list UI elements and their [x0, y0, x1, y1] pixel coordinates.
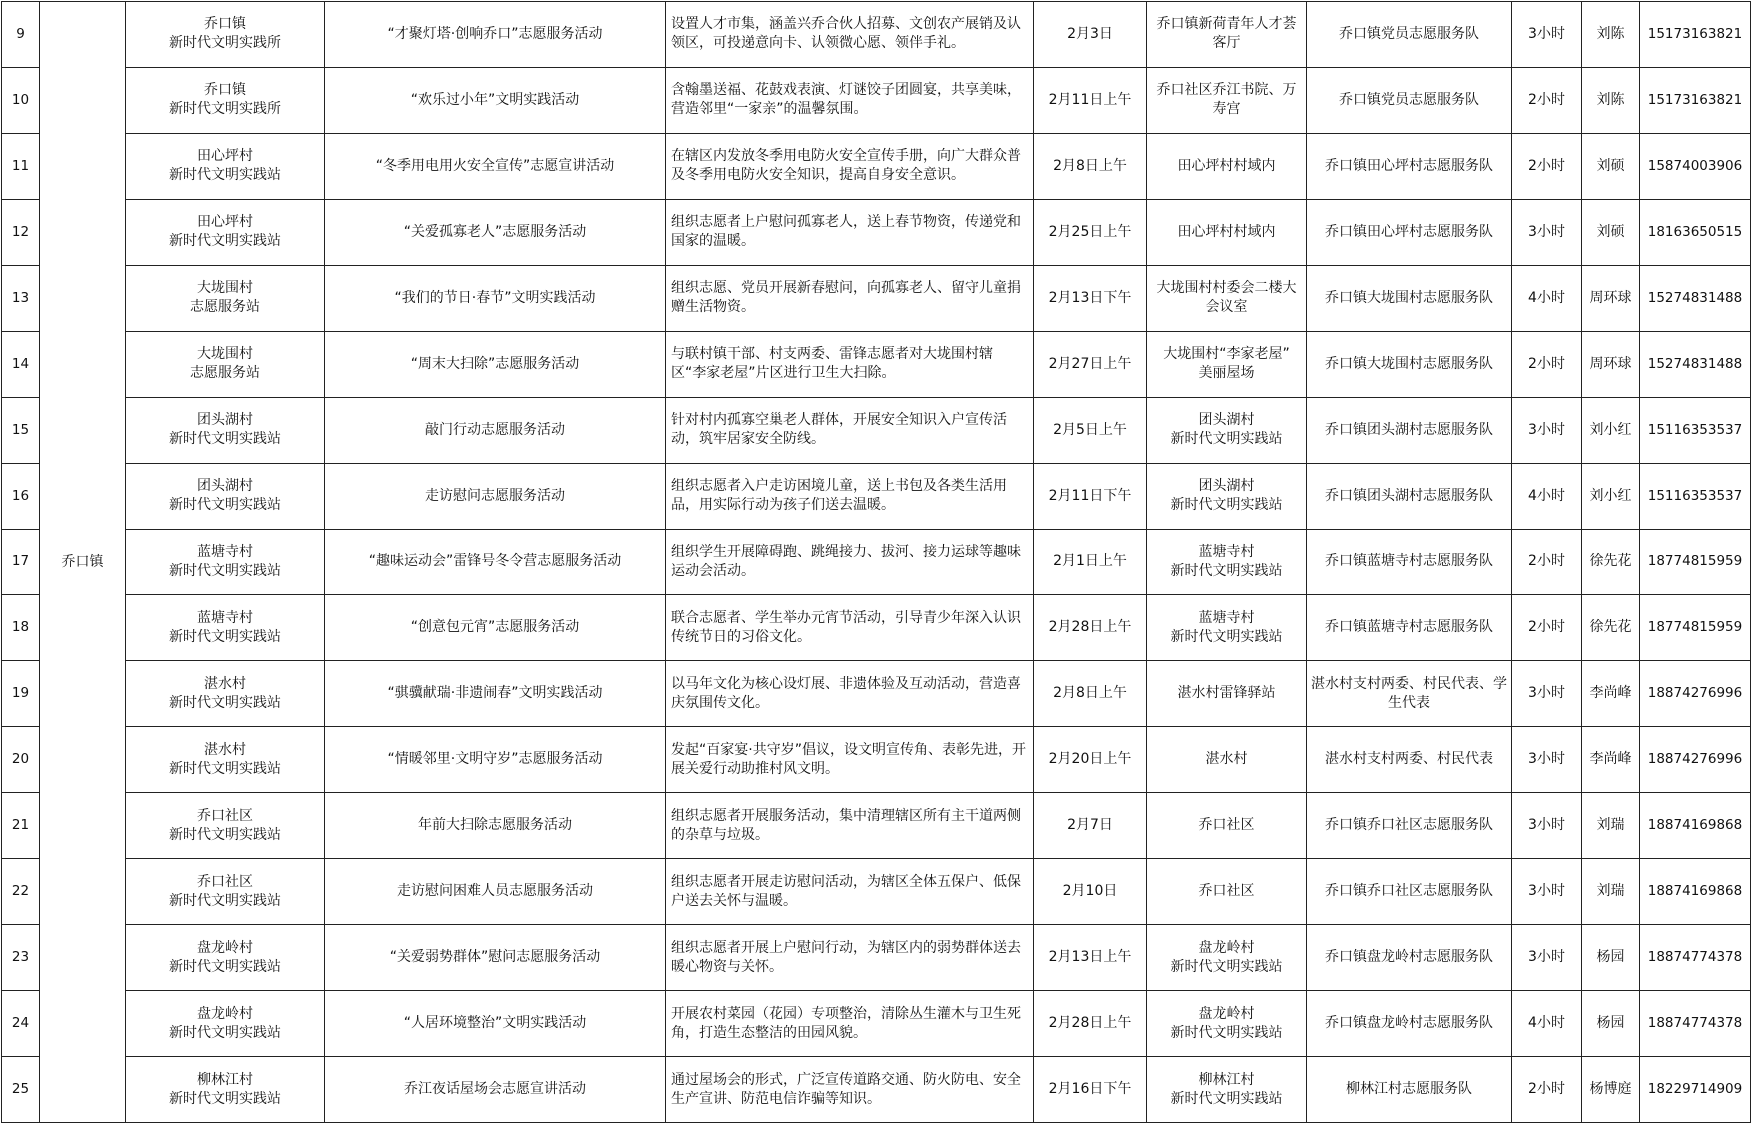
activity-content-cell: 针对村内孤寡空巢老人群体，开展安全知识入户宣传活动，筑牢居家安全防线。 [666, 397, 1034, 463]
activity-name-cell: 走访慰问志愿服务活动 [325, 463, 666, 529]
table-row [2, 727, 1751, 793]
phone-cell: 18874774378 [1640, 991, 1751, 1057]
activity-place-line: 乔口社区 [1198, 817, 1255, 834]
organizer-unit-line: 乔口社区 [197, 873, 253, 890]
volunteer-team-cell: 乔口镇大垅围村志愿服务队 [1307, 265, 1512, 331]
activity-place-cell [1147, 991, 1307, 1057]
duration-cell: 3小时 [1512, 397, 1582, 463]
activity-schedule-table [1, 1, 1751, 1123]
activity-place-line: 新时代文明实践站 [1170, 1024, 1283, 1041]
activity-place-cell [1147, 727, 1307, 793]
phone-cell: 15173163821 [1640, 67, 1751, 133]
organizer-unit-cell [126, 925, 325, 991]
duration-cell: 3小时 [1512, 793, 1582, 859]
activity-name-cell: “冬季用电用火安全宣传”志愿宣讲活动 [325, 133, 666, 199]
activity-place-line: 乔口镇新荷青年人才荟客厅 [1156, 16, 1297, 52]
town-cell: 乔口镇 [40, 2, 126, 1123]
phone-cell: 15874003906 [1640, 133, 1751, 199]
phone-cell: 18163650515 [1640, 199, 1751, 265]
row-number-cell: 20 [2, 727, 40, 793]
activity-name-cell: “周末大扫除”志愿服务活动 [325, 331, 666, 397]
table-body [2, 2, 1751, 1123]
row-number-cell: 11 [2, 133, 40, 199]
activity-place-line: 盘龙岭村 [1198, 1005, 1255, 1022]
activity-place-line: 团头湖村 [1198, 478, 1255, 495]
phone-cell: 18874276996 [1640, 661, 1751, 727]
activity-place-cell [1147, 133, 1307, 199]
organizer-unit-line: 志愿服务站 [190, 365, 260, 382]
organizer-unit-cell [126, 793, 325, 859]
duration-cell: 3小时 [1512, 199, 1582, 265]
activity-content-cell: 联合志愿者、学生举办元宵节活动，引导青少年深入认识传统节日的习俗文化。 [666, 595, 1034, 661]
contact-person-cell: 杨园 [1582, 991, 1640, 1057]
volunteer-team-cell: 乔口镇大垅围村志愿服务队 [1307, 331, 1512, 397]
activity-content-cell: 在辖区内发放冬季用电防火安全宣传手册，向广大群众普及冬季用电防火安全知识，提高自身安全意识。 [666, 133, 1034, 199]
volunteer-team-cell: 湛水村支村两委、村民代表 [1307, 727, 1512, 793]
row-number-cell: 10 [2, 67, 40, 133]
duration-cell: 3小时 [1512, 661, 1582, 727]
contact-person-cell: 刘硕 [1582, 199, 1640, 265]
contact-person-cell: 刘硕 [1582, 133, 1640, 199]
phone-cell: 18774815959 [1640, 529, 1751, 595]
phone-cell: 18874169868 [1640, 793, 1751, 859]
activity-content-cell: 设置人才市集，涵盖兴乔合伙人招募、文创农产展销及认领区，可投递意向卡、认领微心愿、领伴手礼。 [666, 2, 1034, 68]
activity-name-cell: 敲门行动志愿服务活动 [325, 397, 666, 463]
activity-time-cell: 2月7日 [1034, 793, 1147, 859]
phone-cell: 18874169868 [1640, 859, 1751, 925]
activity-name-cell: “关爱孤寡老人”志愿服务活动 [325, 199, 666, 265]
volunteer-team-cell: 乔口镇盘龙岭村志愿服务队 [1307, 925, 1512, 991]
row-number-cell: 23 [2, 925, 40, 991]
activity-time-cell: 2月5日上午 [1034, 397, 1147, 463]
organizer-unit-cell [126, 331, 325, 397]
phone-cell: 15116353537 [1640, 397, 1751, 463]
volunteer-team-cell: 乔口镇团头湖村志愿服务队 [1307, 397, 1512, 463]
table-row [2, 67, 1751, 133]
activity-time-cell: 2月13日上午 [1034, 925, 1147, 991]
organizer-unit-line: 蓝塘寺村 [197, 543, 253, 560]
organizer-unit-cell [126, 2, 325, 68]
volunteer-team-cell: 乔口镇田心坪村志愿服务队 [1307, 199, 1512, 265]
activity-place-line: 新时代文明实践站 [1170, 958, 1283, 975]
activity-place-cell [1147, 2, 1307, 68]
activity-time-cell: 2月11日上午 [1034, 67, 1147, 133]
activity-place-cell [1147, 661, 1307, 727]
activity-content-cell: 通过屋场会的形式，广泛宣传道路交通、防火防电、安全生产宣讲、防范电信诈骗等知识。 [666, 1057, 1034, 1123]
phone-cell: 18874276996 [1640, 727, 1751, 793]
volunteer-team-cell: 乔口镇党员志愿服务队 [1307, 2, 1512, 68]
activity-place-line: 新时代文明实践站 [1170, 628, 1283, 645]
row-number-cell: 15 [2, 397, 40, 463]
volunteer-team-cell: 乔口镇田心坪村志愿服务队 [1307, 133, 1512, 199]
activity-content-cell: 与联村镇干部、村支两委、雷锋志愿者对大垅围村辖区“李家老屋”片区进行卫生大扫除。 [666, 331, 1034, 397]
contact-person-cell: 周环球 [1582, 331, 1640, 397]
volunteer-team-cell: 乔口镇党员志愿服务队 [1307, 67, 1512, 133]
activity-place-cell [1147, 859, 1307, 925]
table-row [2, 925, 1751, 991]
activity-place-cell [1147, 67, 1307, 133]
duration-cell: 4小时 [1512, 991, 1582, 1057]
organizer-unit-line: 新时代文明实践站 [169, 760, 281, 777]
activity-content-cell: 组织志愿、党员开展新春慰问，向孤寡老人、留守儿童捐赠生活物资。 [666, 265, 1034, 331]
duration-cell: 2小时 [1512, 529, 1582, 595]
phone-cell: 15116353537 [1640, 463, 1751, 529]
contact-person-cell: 刘瑞 [1582, 859, 1640, 925]
activity-time-cell: 2月11日下午 [1034, 463, 1147, 529]
row-number-cell: 16 [2, 463, 40, 529]
row-number-cell: 12 [2, 199, 40, 265]
phone-cell: 15274831488 [1640, 331, 1751, 397]
activity-place-cell [1147, 529, 1307, 595]
organizer-unit-line: 盘龙岭村 [197, 1005, 253, 1022]
organizer-unit-cell [126, 463, 325, 529]
table-row [2, 1057, 1751, 1123]
organizer-unit-cell [126, 199, 325, 265]
activity-place-line: 新时代文明实践站 [1170, 431, 1283, 448]
activity-place-line: 美丽屋场 [1198, 365, 1255, 382]
activity-place-line: 湛水村雷锋驿站 [1177, 685, 1276, 702]
duration-cell: 3小时 [1512, 2, 1582, 68]
activity-place-line: 新时代文明实践站 [1170, 562, 1283, 579]
activity-time-cell: 2月8日上午 [1034, 661, 1147, 727]
row-number-cell: 19 [2, 661, 40, 727]
activity-name-cell: “才聚灯塔·创响乔口”志愿服务活动 [325, 2, 666, 68]
contact-person-cell: 李尚峰 [1582, 727, 1640, 793]
phone-cell: 18874774378 [1640, 925, 1751, 991]
activity-time-cell: 2月13日下午 [1034, 265, 1147, 331]
organizer-unit-line: 柳林江村 [197, 1071, 253, 1088]
duration-cell: 3小时 [1512, 859, 1582, 925]
organizer-unit-line: 新时代文明实践所 [169, 35, 281, 52]
organizer-unit-cell [126, 859, 325, 925]
organizer-unit-cell [126, 133, 325, 199]
organizer-unit-line: 大垅围村 [197, 346, 253, 363]
phone-cell: 15274831488 [1640, 265, 1751, 331]
row-number-cell: 13 [2, 265, 40, 331]
table-row [2, 595, 1751, 661]
organizer-unit-line: 志愿服务站 [190, 299, 260, 316]
activity-name-cell: “创意包元宵”志愿服务活动 [325, 595, 666, 661]
organizer-unit-line: 新时代文明实践所 [169, 101, 281, 118]
activity-name-cell: “趣味运动会”雷锋号冬令营志愿服务活动 [325, 529, 666, 595]
activity-name-cell: “欢乐过小年”文明实践活动 [325, 67, 666, 133]
activity-place-line: 乔口社区乔江书院、万寿宫 [1156, 82, 1297, 118]
activity-name-cell: “情暖邻里·文明守岁”志愿服务活动 [325, 727, 666, 793]
duration-cell: 2小时 [1512, 595, 1582, 661]
organizer-unit-cell [126, 991, 325, 1057]
organizer-unit-cell [126, 67, 325, 133]
activity-content-cell: 发起“百家宴·共守岁”倡议，设文明宣传角、表彰先进，开展关爱行动助推村风文明。 [666, 727, 1034, 793]
activity-place-cell [1147, 925, 1307, 991]
activity-time-cell: 2月28日上午 [1034, 991, 1147, 1057]
organizer-unit-line: 新时代文明实践站 [169, 497, 281, 514]
organizer-unit-cell [126, 529, 325, 595]
organizer-unit-line: 湛水村 [204, 741, 246, 758]
duration-cell: 2小时 [1512, 67, 1582, 133]
activity-content-cell: 含翰墨送福、花鼓戏表演、灯谜饺子团圆宴，共享美味，营造邻里“一家亲”的温馨氛围。 [666, 67, 1034, 133]
activity-time-cell: 2月16日下午 [1034, 1057, 1147, 1123]
row-number-cell: 22 [2, 859, 40, 925]
contact-person-cell: 刘陈 [1582, 2, 1640, 68]
activity-place-line: 蓝塘寺村 [1198, 609, 1255, 626]
activity-content-cell: 组织志愿者开展上户慰问行动，为辖区内的弱势群体送去暖心物资与关怀。 [666, 925, 1034, 991]
row-number-cell: 21 [2, 793, 40, 859]
table-row [2, 463, 1751, 529]
activity-place-cell [1147, 265, 1307, 331]
table-row [2, 991, 1751, 1057]
volunteer-team-cell: 湛水村支村两委、村民代表、学生代表 [1307, 661, 1512, 727]
activity-place-cell [1147, 397, 1307, 463]
activity-time-cell: 2月10日 [1034, 859, 1147, 925]
organizer-unit-line: 乔口社区 [197, 807, 253, 824]
activity-time-cell: 2月27日上午 [1034, 331, 1147, 397]
contact-person-cell: 徐先花 [1582, 595, 1640, 661]
phone-cell: 15173163821 [1640, 2, 1751, 68]
activity-place-line: 大垅围村村委会二楼大会议室 [1156, 280, 1297, 316]
activity-place-cell [1147, 595, 1307, 661]
organizer-unit-cell [126, 265, 325, 331]
duration-cell: 2小时 [1512, 331, 1582, 397]
organizer-unit-line: 新时代文明实践站 [169, 892, 281, 909]
table-row [2, 2, 1751, 68]
activity-time-cell: 2月3日 [1034, 2, 1147, 68]
activity-name-cell: “关爱弱势群体”慰问志愿服务活动 [325, 925, 666, 991]
organizer-unit-line: 大垅围村 [197, 280, 253, 297]
organizer-unit-line: 田心坪村 [197, 214, 253, 231]
phone-cell: 18774815959 [1640, 595, 1751, 661]
volunteer-team-cell: 乔口镇乔口社区志愿服务队 [1307, 859, 1512, 925]
activity-content-cell: 组织志愿者开展走访慰问活动，为辖区全体五保户、低保户送去关怀与温暖。 [666, 859, 1034, 925]
contact-person-cell: 杨园 [1582, 925, 1640, 991]
activity-place-line: 湛水村 [1205, 751, 1248, 768]
organizer-unit-line: 盘龙岭村 [197, 939, 253, 956]
table-row [2, 397, 1751, 463]
activity-place-line: 新时代文明实践站 [1170, 1090, 1283, 1107]
activity-time-cell: 2月8日上午 [1034, 133, 1147, 199]
volunteer-team-cell: 柳林江村志愿服务队 [1307, 1057, 1512, 1123]
activity-place-line: 田心坪村村域内 [1177, 223, 1276, 240]
organizer-unit-line: 团头湖村 [197, 478, 253, 495]
activity-time-cell: 2月25日上午 [1034, 199, 1147, 265]
organizer-unit-cell [126, 397, 325, 463]
activity-name-cell: “骐骥献瑞·非遗闹春”文明实践活动 [325, 661, 666, 727]
organizer-unit-line: 新时代文明实践站 [169, 167, 281, 184]
activity-name-cell: “人居环境整治”文明实践活动 [325, 991, 666, 1057]
activity-name-cell: 走访慰问困难人员志愿服务活动 [325, 859, 666, 925]
activity-name-cell: 年前大扫除志愿服务活动 [325, 793, 666, 859]
activity-place-line: 乔口社区 [1198, 883, 1255, 900]
organizer-unit-line: 湛水村 [204, 675, 246, 692]
duration-cell: 2小时 [1512, 1057, 1582, 1123]
phone-cell: 18229714909 [1640, 1057, 1751, 1123]
contact-person-cell: 李尚峰 [1582, 661, 1640, 727]
duration-cell: 3小时 [1512, 727, 1582, 793]
activity-content-cell: 组织志愿者上户慰问孤寡老人，送上春节物资，传递党和国家的温暖。 [666, 199, 1034, 265]
organizer-unit-cell [126, 1057, 325, 1123]
table-row [2, 331, 1751, 397]
activity-place-line: 新时代文明实践站 [1170, 497, 1283, 514]
contact-person-cell: 徐先花 [1582, 529, 1640, 595]
activity-time-cell: 2月28日上午 [1034, 595, 1147, 661]
organizer-unit-line: 乔口镇 [204, 16, 246, 33]
organizer-unit-line: 新时代文明实践站 [169, 233, 281, 250]
organizer-unit-line: 蓝塘寺村 [197, 609, 253, 626]
activity-name-cell: 乔江夜话屋场会志愿宣讲活动 [325, 1057, 666, 1123]
duration-cell: 4小时 [1512, 265, 1582, 331]
activity-place-line: 蓝塘寺村 [1198, 543, 1255, 560]
row-number-cell: 14 [2, 331, 40, 397]
contact-person-cell: 杨博庭 [1582, 1057, 1640, 1123]
organizer-unit-cell [126, 727, 325, 793]
volunteer-team-cell: 乔口镇蓝塘寺村志愿服务队 [1307, 529, 1512, 595]
activity-content-cell: 开展农村菜园（花园）专项整治，清除丛生灌木与卫生死角，打造生态整洁的田园风貌。 [666, 991, 1034, 1057]
duration-cell: 2小时 [1512, 133, 1582, 199]
contact-person-cell: 刘陈 [1582, 67, 1640, 133]
contact-person-cell: 刘小红 [1582, 463, 1640, 529]
organizer-unit-line: 新时代文明实践站 [169, 1024, 281, 1041]
row-number-cell: 18 [2, 595, 40, 661]
organizer-unit-line: 团头湖村 [197, 412, 253, 429]
activity-place-cell [1147, 1057, 1307, 1123]
activity-place-line: 团头湖村 [1198, 412, 1255, 429]
organizer-unit-line: 新时代文明实践站 [169, 694, 281, 711]
row-number-cell: 17 [2, 529, 40, 595]
table-row [2, 661, 1751, 727]
row-number-cell: 9 [2, 2, 40, 68]
table-row [2, 529, 1751, 595]
organizer-unit-line: 新时代文明实践站 [169, 562, 281, 579]
activity-place-line: 柳林江村 [1198, 1071, 1255, 1088]
organizer-unit-line: 乔口镇 [204, 82, 246, 99]
activity-time-cell: 2月1日上午 [1034, 529, 1147, 595]
volunteer-team-cell: 乔口镇盘龙岭村志愿服务队 [1307, 991, 1512, 1057]
activity-place-cell [1147, 463, 1307, 529]
row-number-cell: 25 [2, 1057, 40, 1123]
organizer-unit-line: 新时代文明实践站 [169, 1090, 281, 1107]
activity-place-line: 大垅围村“李家老屋” [1163, 346, 1290, 363]
organizer-unit-cell [126, 661, 325, 727]
activity-content-cell: 组织志愿者入户走访困境儿童，送上书包及各类生活用品，用实际行动为孩子们送去温暖。 [666, 463, 1034, 529]
duration-cell: 4小时 [1512, 463, 1582, 529]
activity-name-cell: “我们的节日·春节”文明实践活动 [325, 265, 666, 331]
duration-cell: 3小时 [1512, 925, 1582, 991]
row-number-cell: 24 [2, 991, 40, 1057]
activity-place-cell [1147, 199, 1307, 265]
contact-person-cell: 刘瑞 [1582, 793, 1640, 859]
organizer-unit-cell [126, 595, 325, 661]
activity-place-line: 田心坪村村域内 [1177, 157, 1276, 174]
organizer-unit-line: 田心坪村 [197, 148, 253, 165]
contact-person-cell: 刘小红 [1582, 397, 1640, 463]
table-row [2, 265, 1751, 331]
activity-place-line: 盘龙岭村 [1198, 939, 1255, 956]
activity-content-cell: 以马年文化为核心设灯展、非遗体验及互动活动，营造喜庆氛围传文化。 [666, 661, 1034, 727]
table-row [2, 199, 1751, 265]
activity-time-cell: 2月20日上午 [1034, 727, 1147, 793]
organizer-unit-line: 新时代文明实践站 [169, 628, 281, 645]
volunteer-team-cell: 乔口镇团头湖村志愿服务队 [1307, 463, 1512, 529]
activity-content-cell: 组织志愿者开展服务活动，集中清理辖区所有主干道两侧的杂草与垃圾。 [666, 793, 1034, 859]
organizer-unit-line: 新时代文明实践站 [169, 826, 281, 843]
activity-place-cell [1147, 331, 1307, 397]
contact-person-cell: 周环球 [1582, 265, 1640, 331]
activity-content-cell: 组织学生开展障碍跑、跳绳接力、拔河、接力运球等趣味运动会活动。 [666, 529, 1034, 595]
organizer-unit-line: 新时代文明实践站 [169, 958, 281, 975]
activity-place-cell [1147, 793, 1307, 859]
table-row [2, 859, 1751, 925]
table-row [2, 133, 1751, 199]
organizer-unit-line: 新时代文明实践站 [169, 431, 281, 448]
volunteer-team-cell: 乔口镇乔口社区志愿服务队 [1307, 793, 1512, 859]
volunteer-team-cell: 乔口镇蓝塘寺村志愿服务队 [1307, 595, 1512, 661]
table-row [2, 793, 1751, 859]
